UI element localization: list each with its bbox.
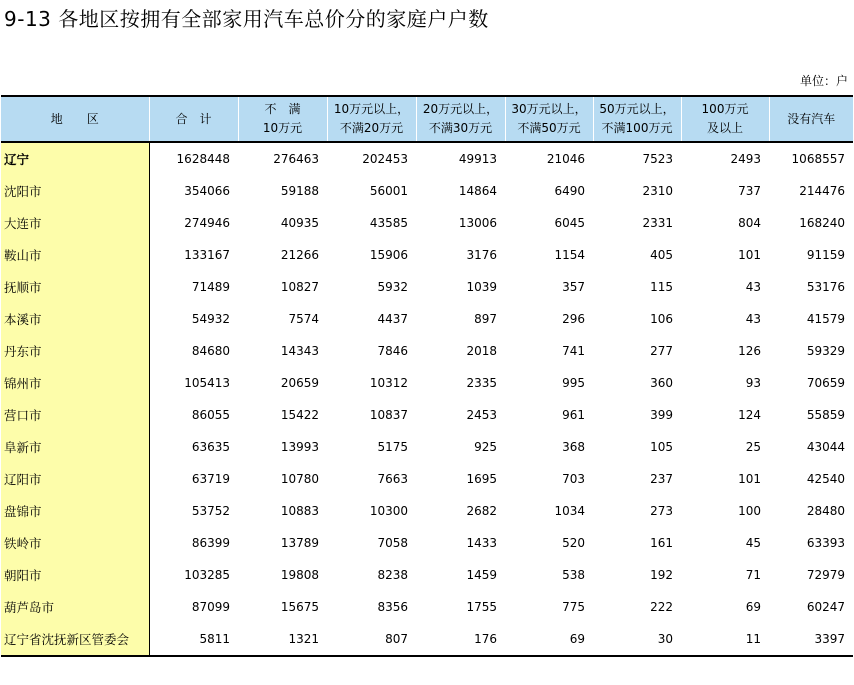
value-cell: 25	[745, 440, 761, 454]
value-cell: 276463	[273, 152, 319, 166]
value-cell: 1154	[554, 248, 585, 262]
value-cell: 60247	[806, 600, 845, 614]
value-cell: 13006	[458, 216, 497, 230]
value-cell: 63719	[191, 472, 230, 486]
value-cell: 804	[738, 216, 761, 230]
region-cell: 辽阳市	[1, 463, 149, 495]
table-row	[1, 463, 853, 495]
value-cell: 13993	[280, 440, 319, 454]
region-cell: 丹东市	[1, 335, 149, 367]
value-cell: 7663	[377, 472, 408, 486]
value-cell: 126	[738, 344, 761, 358]
region-cell: 沈阳市	[1, 175, 149, 207]
value-cell: 43	[745, 280, 761, 294]
value-cell: 14343	[280, 344, 319, 358]
value-cell: 277	[650, 344, 673, 358]
region-cell: 鞍山市	[1, 239, 149, 271]
value-cell: 87099	[191, 600, 230, 614]
value-cell: 59188	[280, 184, 319, 198]
value-cell: 10883	[280, 504, 319, 518]
value-cell: 1039	[466, 280, 497, 294]
table-row	[1, 207, 853, 239]
region-cell: 大连市	[1, 207, 149, 239]
value-cell: 15422	[280, 408, 319, 422]
value-cell: 5932	[377, 280, 408, 294]
value-cell: 54932	[191, 312, 230, 326]
value-cell: 56001	[369, 184, 408, 198]
value-cell: 69	[745, 600, 761, 614]
table-row	[1, 175, 853, 207]
column-header	[769, 96, 853, 142]
table-row	[1, 591, 853, 623]
value-cell: 520	[562, 536, 585, 550]
column-header-line2: 不满50万元	[517, 121, 581, 135]
value-cell: 43585	[369, 216, 408, 230]
value-cell: 20659	[280, 376, 319, 390]
table-row	[1, 431, 853, 463]
value-cell: 703	[562, 472, 585, 486]
value-cell: 296	[562, 312, 585, 326]
value-cell: 192	[650, 568, 673, 582]
value-cell: 357	[562, 280, 585, 294]
value-cell: 405	[650, 248, 673, 262]
column-header-line1: 20万元以上，	[422, 102, 499, 116]
value-cell: 72979	[806, 568, 845, 582]
region-cell: 辽宁	[1, 142, 149, 175]
page-title: 9-13 各地区按拥有全部家用汽车总价分的家庭户户数	[4, 7, 489, 31]
value-cell: 55859	[806, 408, 845, 422]
value-cell: 30	[593, 623, 681, 656]
value-cell: 13789	[280, 536, 319, 550]
value-cell: 40935	[280, 216, 319, 230]
table-row	[1, 495, 853, 527]
value-cell: 10300	[369, 504, 408, 518]
value-cell: 1034	[554, 504, 585, 518]
household-car-value-table	[1, 95, 853, 657]
value-cell: 70659	[806, 376, 845, 390]
value-cell: 2682	[466, 504, 497, 518]
column-header-line1: 100万元	[701, 102, 749, 116]
value-cell: 86399	[191, 536, 230, 550]
value-cell: 8356	[377, 600, 408, 614]
value-cell: 91159	[806, 248, 845, 262]
value-cell: 1755	[466, 600, 497, 614]
value-cell: 1433	[466, 536, 497, 550]
value-cell: 15675	[280, 600, 319, 614]
value-cell: 538	[562, 568, 585, 582]
value-cell: 86055	[191, 408, 230, 422]
value-cell: 274946	[184, 216, 230, 230]
value-cell: 222	[650, 600, 673, 614]
table-row	[1, 399, 853, 431]
value-cell: 7846	[377, 344, 408, 358]
column-header-line1: 30万元以上，	[511, 102, 587, 116]
column-header	[149, 96, 238, 142]
value-cell: 105	[650, 440, 673, 454]
column-header	[593, 96, 681, 142]
region-cell: 葫芦岛市	[1, 591, 149, 623]
value-cell: 7523	[642, 152, 673, 166]
value-cell: 42540	[806, 472, 845, 486]
value-cell: 7574	[288, 312, 319, 326]
value-cell: 6490	[554, 184, 585, 198]
value-cell: 15906	[369, 248, 408, 262]
value-cell: 4437	[377, 312, 408, 326]
value-cell: 1695	[466, 472, 497, 486]
value-cell: 741	[562, 344, 585, 358]
value-cell: 101	[738, 248, 761, 262]
value-cell: 3176	[466, 248, 497, 262]
table-row	[1, 527, 853, 559]
table-row	[1, 303, 853, 335]
table-row	[1, 559, 853, 591]
region-cell: 铁岭市	[1, 527, 149, 559]
value-cell: 807	[327, 623, 416, 656]
value-cell: 103285	[184, 568, 230, 582]
value-cell: 2493	[730, 152, 761, 166]
column-header-line1: 没有汽车	[787, 111, 836, 126]
column-header-line1: 10万元以上，	[333, 102, 410, 116]
table-row	[1, 623, 853, 656]
value-cell: 775	[562, 600, 585, 614]
value-cell: 1628448	[176, 152, 230, 166]
value-cell: 19808	[280, 568, 319, 582]
value-cell: 360	[650, 376, 673, 390]
value-cell: 925	[474, 440, 497, 454]
table-row	[1, 367, 853, 399]
value-cell: 53752	[191, 504, 230, 518]
value-cell: 1068557	[791, 152, 845, 166]
value-cell: 101	[738, 472, 761, 486]
region-cell: 营口市	[1, 399, 149, 431]
value-cell: 354066	[184, 184, 230, 198]
value-cell: 59329	[806, 344, 845, 358]
value-cell: 43	[745, 312, 761, 326]
value-cell: 2331	[642, 216, 673, 230]
value-cell: 28480	[806, 504, 845, 518]
value-cell: 124	[738, 408, 761, 422]
column-header-line2: 不满100万元	[601, 121, 673, 135]
value-cell: 49913	[458, 152, 497, 166]
column-header	[681, 96, 769, 142]
value-cell: 2335	[466, 376, 497, 390]
value-cell: 45	[745, 536, 761, 550]
value-cell: 10837	[369, 408, 408, 422]
column-header-line2: 不满20万元	[339, 121, 404, 135]
value-cell: 71489	[191, 280, 230, 294]
value-cell: 10780	[280, 472, 319, 486]
value-cell: 5175	[377, 440, 408, 454]
table-row	[1, 239, 853, 271]
value-cell: 897	[474, 312, 497, 326]
table-row	[1, 335, 853, 367]
value-cell: 43044	[806, 440, 845, 454]
value-cell: 737	[738, 184, 761, 198]
value-cell: 93	[745, 376, 761, 390]
table-header-row	[1, 96, 853, 142]
column-header	[505, 96, 593, 142]
value-cell: 7058	[377, 536, 408, 550]
value-cell: 71	[745, 568, 761, 582]
value-cell: 1459	[466, 568, 497, 582]
value-cell: 995	[562, 376, 585, 390]
value-cell: 237	[650, 472, 673, 486]
column-header-line2: 10万元	[262, 121, 303, 135]
value-cell: 368	[562, 440, 585, 454]
value-cell: 63635	[191, 440, 230, 454]
value-cell: 105413	[184, 376, 230, 390]
value-cell: 2453	[466, 408, 497, 422]
value-cell: 961	[562, 408, 585, 422]
region-cell: 盘锦市	[1, 495, 149, 527]
value-cell: 11	[681, 623, 769, 656]
value-cell: 176	[416, 623, 505, 656]
column-header	[327, 96, 416, 142]
table-row	[1, 142, 853, 175]
value-cell: 8238	[377, 568, 408, 582]
table-body	[1, 142, 853, 656]
region-cell: 辽宁省沈抚新区管委会	[1, 623, 149, 656]
value-cell: 168240	[799, 216, 845, 230]
value-cell: 2310	[642, 184, 673, 198]
region-cell: 朝阳市	[1, 559, 149, 591]
region-cell: 抚顺市	[1, 271, 149, 303]
value-cell: 161	[650, 536, 673, 550]
region-cell: 阜新市	[1, 431, 149, 463]
column-header-line2: 不满30万元	[428, 121, 493, 135]
value-cell: 3397	[769, 623, 853, 656]
value-cell: 84680	[191, 344, 230, 358]
value-cell: 273	[650, 504, 673, 518]
value-cell: 69	[505, 623, 593, 656]
column-header-line1: 地 区	[50, 111, 99, 126]
value-cell: 1321	[238, 623, 327, 656]
value-cell: 21046	[546, 152, 585, 166]
value-cell: 14864	[458, 184, 497, 198]
column-header-line1: 合 计	[175, 111, 212, 126]
value-cell: 106	[650, 312, 673, 326]
value-cell: 202453	[362, 152, 408, 166]
column-header-line2: 及以上	[706, 121, 743, 135]
value-cell: 214476	[799, 184, 845, 198]
region-cell: 锦州市	[1, 367, 149, 399]
region-cell: 本溪市	[1, 303, 149, 335]
value-cell: 63393	[806, 536, 845, 550]
value-cell: 115	[650, 280, 673, 294]
value-cell: 53176	[806, 280, 845, 294]
value-cell: 399	[650, 408, 673, 422]
value-cell: 41579	[806, 312, 845, 326]
table-row	[1, 271, 853, 303]
column-header	[416, 96, 505, 142]
value-cell: 10827	[280, 280, 319, 294]
value-cell: 2018	[466, 344, 497, 358]
column-header-line1: 不 满	[264, 102, 301, 116]
value-cell: 6045	[554, 216, 585, 230]
value-cell: 133167	[184, 248, 230, 262]
column-header-line1: 50万元以上，	[599, 102, 675, 116]
value-cell: 10312	[369, 376, 408, 390]
column-header	[1, 96, 149, 142]
unit-label: 单位：户	[799, 74, 848, 88]
value-cell: 100	[738, 504, 761, 518]
value-cell: 21266	[280, 248, 319, 262]
column-header	[238, 96, 327, 142]
value-cell: 5811	[149, 623, 238, 656]
